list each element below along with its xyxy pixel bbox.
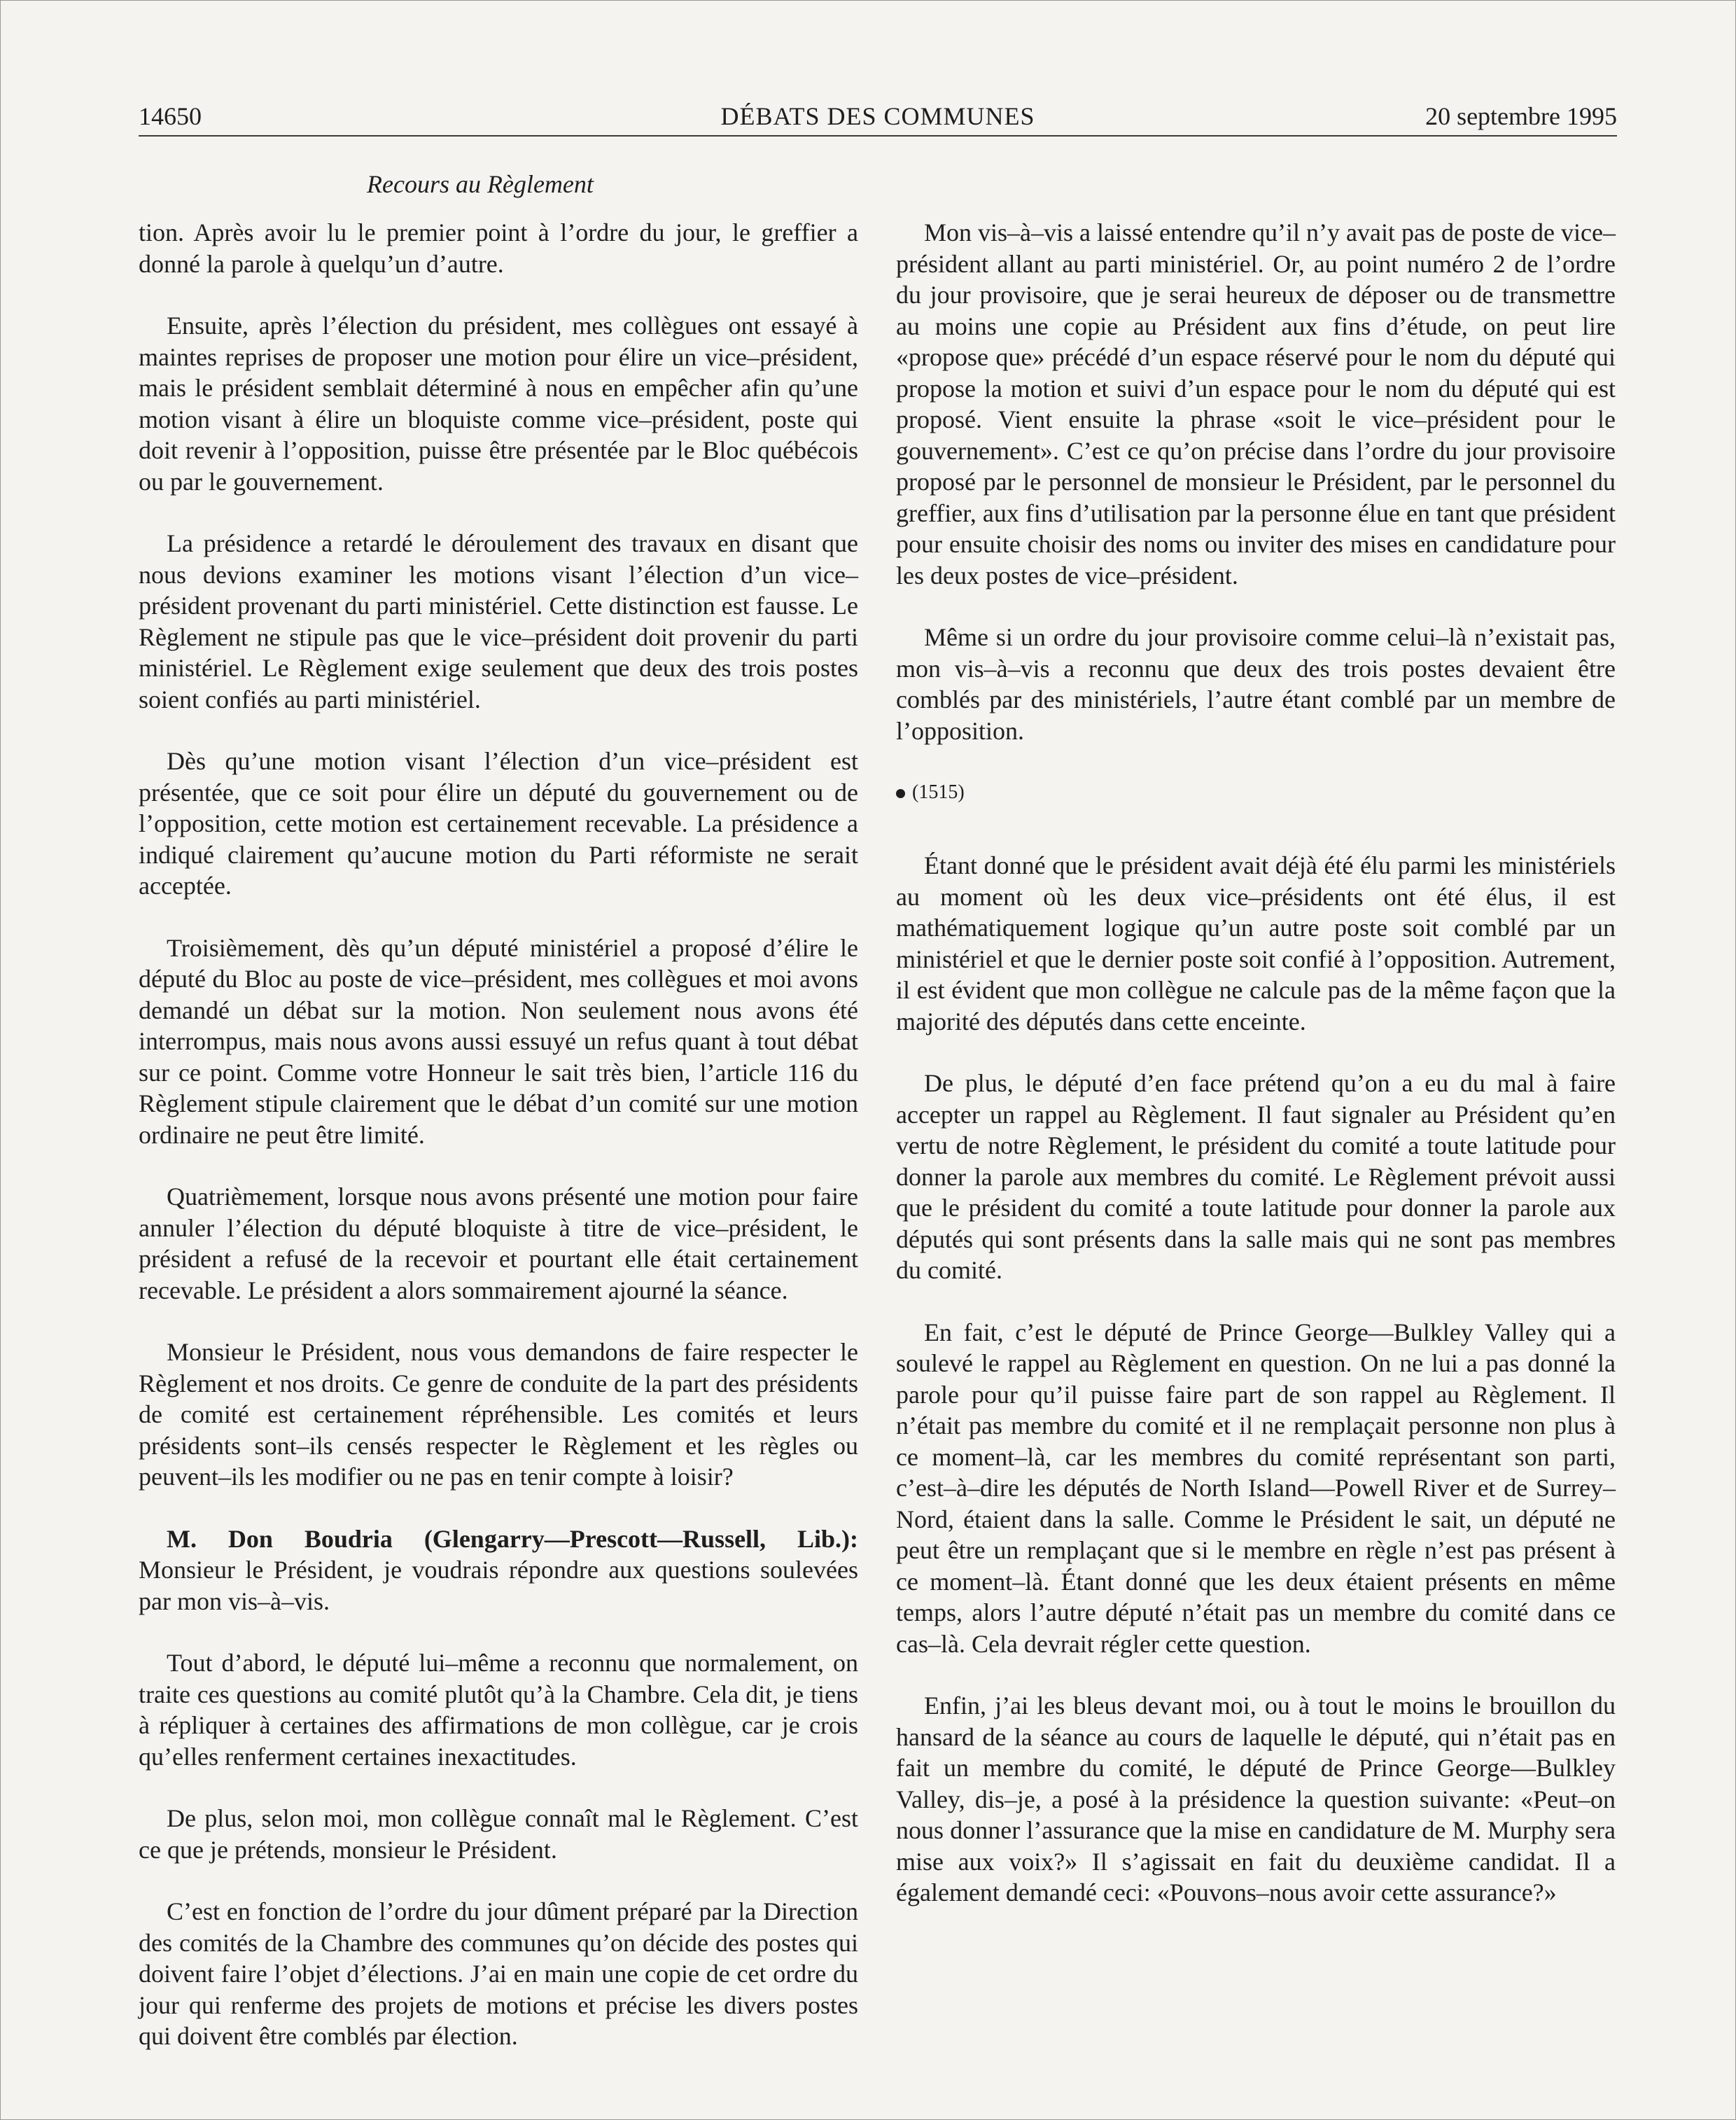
paragraph: De plus, le député d’en face prétend qu’on a eu du mal à faire accepter un rappel au Règlement. Il faut signaler au Président qu’en vertu de notre Règlement, le président du comité a toute latitude pour donner la parole aux membres du comité. Le Règlement prévoit aussi que le président du comité a toute latitude pour donner la parole aux députés qui sont présents dans la salle mais qui ne sont pas membres du comité. <box>896 1069 1616 1284</box>
speaker-paragraph <box>139 1523 858 1617</box>
speaker-text: Monsieur le Président, je voudrais répondre aux questions soulevées par mon vis–à–vis. <box>139 1556 858 1615</box>
publication-date: 20 septembre 1995 <box>1425 102 1617 130</box>
paragraph: Tout d’abord, le député lui–même a reconnu que normalement, on traite ces questions au comité plutôt qu’à la Chambre. Cela dit, je tiens à répliquer à certaines des affirmations de mon collègue, car je crois qu’elles renferment certaines inexactitudes. <box>139 1649 858 1771</box>
section-heading: Recours au Règlement <box>367 170 594 198</box>
paragraph: En fait, c’est le député de Prince George—Bulkley Valley qui a soulevé le rappel au Règlement en question. On ne lui a pas donné la parole pour qu’il puisse faire part de son rappel au Règlement. Il n’était pas membre du comité et il ne remplaçait personne non plus à ce moment–là, car les membres du comité représentant son parti, c’est–à–dire les députés de North Island—Powell River et de Surrey–Nord, étaient dans la salle. Comme le Président le sait, un député ne peut être un remplaçant que si le membre en règle n’est pas présent à ce moment–là. Étant donné que les deux étaient présents en même temps, alors l’autre député n’était pas un membre du comité dans ce cas–là. Cela devrait régler cette question. <box>896 1318 1616 1658</box>
paragraph: tion. Après avoir lu le premier point à l’ordre du jour, le greffier a donné la parole à quelqu’un d’autre. <box>139 218 858 278</box>
bullet-icon <box>896 789 905 798</box>
paragraph: Quatrièmement, lorsque nous avons présenté une motion pour faire annuler l’élection du député bloquiste à titre de vice–président, le président a refusé de la recevoir et pourtant elle était certainement recevable. Le président a alors sommairement ajourné la séance. <box>139 1183 858 1304</box>
paragraph: Enfin, j’ai les bleus devant moi, ou à tout le moins le brouillon du hansard de la séance au cours de laquelle le député, qui n’était pas en fait un membre du comité, le député de Prince George—Bulkley Valley, dis–je, a posé à la présidence la question suivante: «Peut–on nous donner l’assurance que la mise en candidature de M. Murphy sera mise aux voix?» Il s’agissait en fait du deuxième candidat. Il a également demandé ceci: «Pouvons–nous avoir cette assurance?» <box>896 1692 1616 1906</box>
paragraph: Monsieur le Président, nous vous demandons de faire respecter le Règlement et nos droits. Ce genre de conduite de la part des présidents de comité est certainement répréhensible. Les comités et leurs présidents sont–ils censés respecter le Règlement et les règles ou peuvent–ils les modifier ou ne pas en tenir compte à loisir? <box>139 1338 858 1491</box>
paragraph: Dès qu’une motion visant l’élection d’un vice–président est présentée, que ce soit pour élire un député du gouvernement ou de l’opposition, cette motion est certainement recevable. La présidence a indiqué clairement qu’aucune motion du Parti réformiste ne serait acceptée. <box>139 747 858 900</box>
header-rule <box>139 135 1617 137</box>
time-marker-text: (1515) <box>912 781 965 803</box>
right-column <box>896 217 1616 1939</box>
page-header <box>139 98 1617 134</box>
page-number: 14650 <box>139 102 202 130</box>
paragraph: Ensuite, après l’élection du président, mes collègues ont essayé à maintes reprises de proposer une motion pour élire un vice–président, mais le président semblait déterminé à nous en empêcher afin qu’une motion visant à élire un bloquiste comme vice–président, poste qui doit revenir à l’opposition, puisse être présentée par le Bloc québécois ou par le gouvernement. <box>139 312 858 496</box>
paragraph: Étant donné que le président avait déjà été élu parmi les ministériels au moment où les deux vice–présidents ont été élus, il est mathématiquement logique qu’un autre poste soit comblé par un ministériel et que le dernier poste soit confié à l’opposition. Autrement, il est évident que mon collègue ne calcule pas de la même façon que la majorité des députés dans cette enceinte. <box>896 851 1616 1035</box>
paragraph: C’est en fonction de l’ordre du jour dûment préparé par la Direction des comités de la Chambre des communes qu’on décide des postes qui doivent faire l’objet d’élections. J’ai en main une copie de cet ordre du jour qui renferme des projets de motions et précise les divers postes qui doivent être comblés par élection. <box>139 1897 858 2050</box>
paragraph: Même si un ordre du jour provisoire comme celui–là n’existait pas, mon vis–à–vis a reconnu que deux des trois postes devaient être comblés par des ministériels, l’autre étant comblé par un membre de l’opposition. <box>896 623 1616 745</box>
speaker-name: M. Don Boudria (Glengarry—Prescott—Russell, Lib.): <box>167 1524 858 1553</box>
paragraph: La présidence a retardé le déroulement des travaux en disant que nous devions examiner les motions visant l’élection d’un vice–président provenant du parti ministériel. Cette distinction est fausse. Le Règlement ne stipule pas que le vice–président doit provenir du parti ministériel. Le Règlement exige seulement que deux des trois postes soient confiés au parti ministériel. <box>139 529 858 713</box>
left-column <box>139 217 858 2083</box>
paragraph: De plus, selon moi, mon collègue connaît mal le Règlement. C’est ce que je prétends, monsieur le Président. <box>139 1804 858 1864</box>
time-marker <box>896 779 1616 807</box>
journal-title: DÉBATS DES COMMUNES <box>720 102 1035 130</box>
paragraph: Troisièmement, dès qu’un député ministériel a proposé d’élire le député du Bloc au poste de vice–président, mes collègues et moi avons demandé un débat sur la motion. Non seulement nous avons été interrompus, mais nous avons aussi essuyé un refus quant à tout débat sur ce point. Comme votre Honneur le sait très bien, l’article 116 du Règlement stipule clairement que le débat d’un comité sur une motion ordinaire ne peut être limité. <box>139 933 858 1149</box>
paragraph: Mon vis–à–vis a laissé entendre qu’il n’y avait pas de poste de vice–président allant au parti ministériel. Or, au point numéro 2 de l’ordre du jour provisoire, que je serai heureux de déposer ou de transmettre au moins une copie au Président aux fins d’étude, on peut lire «propose que» précédé d’un espace réservé pour le nom du député qui propose la motion et suivi d’un espace pour le nom du député qui est proposé. Vient ensuite la phrase «soit le vice–président pour le gouvernement». C’est ce qu’on précise dans l’ordre du jour provisoire proposé par le personnel de monsieur le Président, par le personnel du greffier, aux fins d’utilisation par la personne élue en tant que président pour ensuite choisir des noms ou inviter des mises en candidature pour les deux postes de vice–président. <box>896 218 1616 590</box>
